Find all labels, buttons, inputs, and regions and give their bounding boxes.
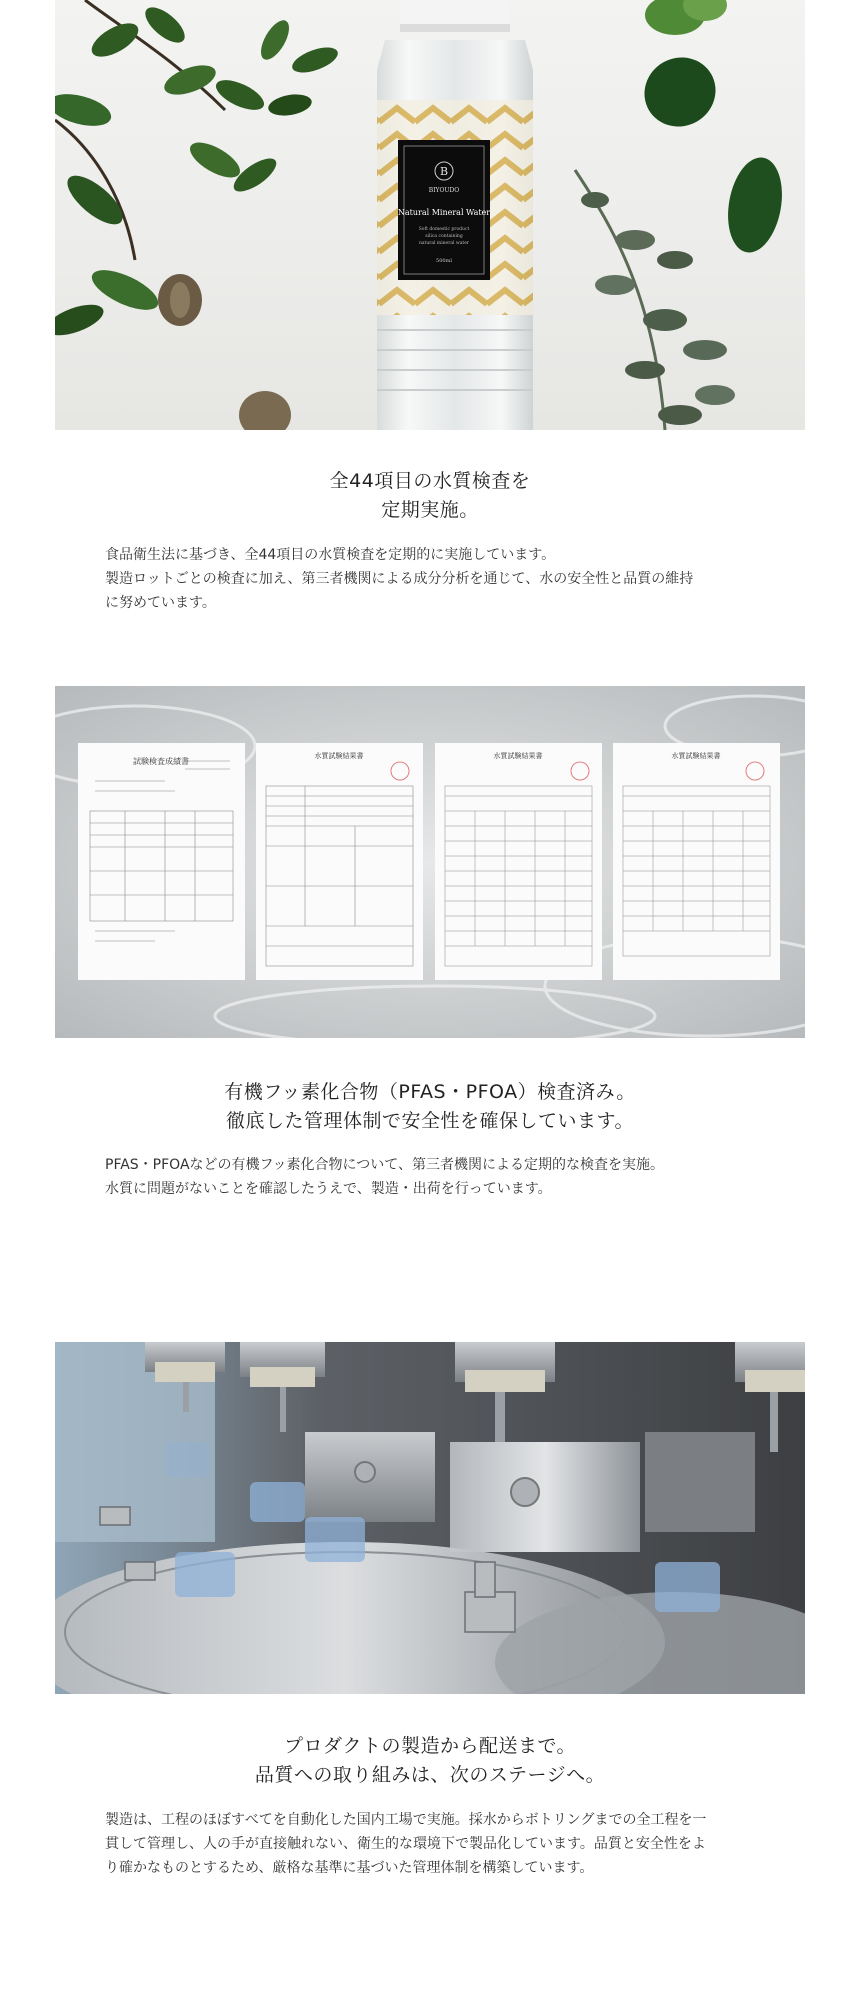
hero-product-photo — [55, 0, 805, 430]
reports-illustration — [55, 686, 805, 1038]
body-line: PFAS・PFOAなどの有機フッ素化合物について、第三者機関による定期的な検査を実施。 — [105, 1157, 664, 1173]
body-line: 製造は、工程のほぼすべてを自動化した国内工場で実施。採水からボトリングまでの全工程を一 — [105, 1812, 707, 1828]
heading-line: 全44項目の水質検査を — [329, 470, 531, 492]
machine-illustration — [55, 1342, 805, 1694]
section3-heading — [55, 1732, 805, 1790]
bottling-machine-photo — [55, 1342, 805, 1694]
test-reports-photo — [55, 686, 805, 1038]
body-line: 水質に問題がないことを確認したうえで、製造・出荷を行っています。 — [105, 1181, 552, 1197]
bottle-desc-1: Soft domestic product — [418, 227, 470, 232]
bottle-product: Natural Mineral Water — [397, 208, 491, 217]
heading-line: 定期実施。 — [381, 499, 479, 521]
report-title: 水質試験結果書 — [671, 752, 721, 760]
body-line: 製造ロットごとの検査に加え、第三者機関による成分分析を通じて、水の安全性と品質の維持 — [105, 571, 694, 587]
leaf-branch-right — [575, 0, 789, 430]
bottle-illustration — [55, 0, 805, 430]
bottle-volume: 500ml — [436, 258, 452, 264]
heading-line: 徹底した管理体制で安全性を確保しています。 — [226, 1110, 634, 1132]
bottle-desc-2: silica containing — [425, 234, 463, 239]
body-line: り確かなものとするため、厳格な基準に基づいた管理体制を構築しています。 — [105, 1860, 594, 1876]
report-sheet-1 — [78, 743, 245, 980]
section2-heading — [55, 1078, 805, 1136]
report-sheet-2 — [256, 743, 423, 980]
report-title: 水質試験結果書 — [314, 752, 364, 760]
section1-body — [105, 543, 760, 615]
body-line: 貫して管理し、人の手が直接触れない、衛生的な環境下で製品化しています。品質と安全性をよ — [105, 1836, 706, 1852]
report-title: 試験検査成績書 — [133, 757, 189, 766]
section3-body — [105, 1808, 760, 1880]
bottle-brand: BIYOUDO — [428, 187, 460, 194]
heading-line: 有機フッ素化合物（PFAS・PFOA）検査済み。 — [224, 1081, 636, 1103]
section2-body — [105, 1153, 760, 1201]
heading-line: 品質への取り組みは、次のステージへ。 — [254, 1764, 606, 1786]
body-line: に努めています。 — [105, 595, 216, 611]
section1-heading — [55, 467, 805, 525]
nut — [239, 391, 291, 430]
bottle-desc-3: natural mineral water — [418, 241, 470, 246]
svg-text:B: B — [439, 165, 449, 178]
report-title: 水質試験結果書 — [493, 752, 543, 760]
heading-line: プロダクトの製造から配送まで。 — [283, 1735, 577, 1757]
body-line: 食品衛生法に基づき、全44項目の水質検査を定期的に実施しています。 — [105, 547, 556, 563]
report-sheet-4 — [613, 743, 780, 980]
report-sheet-3 — [435, 743, 602, 980]
